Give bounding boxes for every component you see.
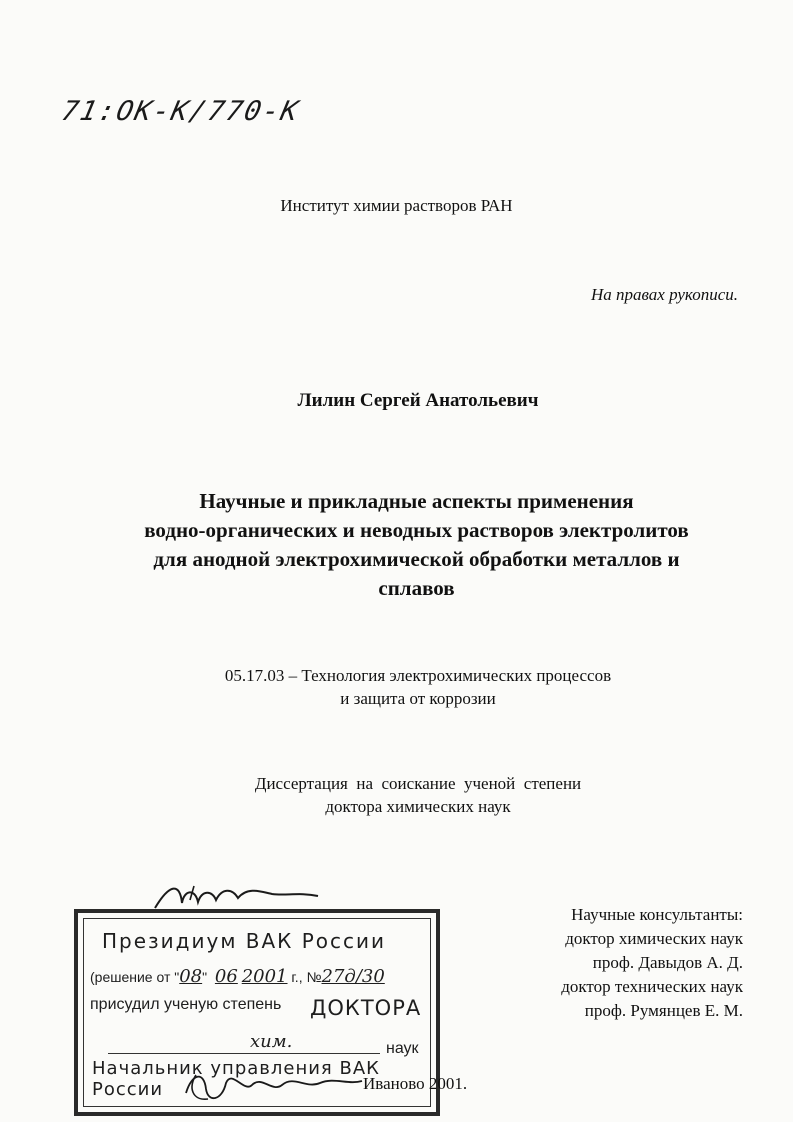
decision-month: 06 [214,966,238,987]
stamp-field-value: хим. [250,1031,293,1052]
consultants-heading: Научные консультанты: [571,905,743,924]
decision-day: 08 [179,966,203,987]
dissertation-title [60,487,773,603]
title-line: Научные и прикладные аспекты применения [199,489,634,513]
decision-year: 2001 [241,966,288,987]
degree-line: Диссертация на соискание ученой степени [254,774,582,793]
title-line: для анодной электрохимической обработки металлов и [153,547,680,571]
degree-statement [0,772,793,818]
title-line: водно-органических и неводных растворов электролитов [144,518,689,542]
consultant-degree: доктор технических наук [561,977,743,996]
specialty [0,664,793,710]
scientific-consultants [561,903,743,1023]
handwritten-archive-code: 71:ОК-К/770-К [58,96,303,127]
consultant-degree: доктор химических наук [565,929,743,948]
author-name: Лилин Сергей Анатольевич [297,390,539,411]
stamp-title: Президиум ВАК России [102,929,387,953]
decision-number: 27д/30 [321,966,385,987]
stamp-degree: ДОКТОРА [310,996,422,1020]
decision-prefix: (решение от " [90,969,180,985]
title-line: сплавов [378,576,455,600]
stamp-decision-line [90,966,385,987]
consultant-name: проф. Давыдов А. Д. [592,953,743,972]
stamp-field-underline [108,1053,380,1054]
city-year: Иваново 2001. [363,1074,468,1093]
decision-mid: " [202,969,208,985]
stamp-field-suffix: наук [386,1040,419,1057]
stamp-head-label: Начальник управления ВАК России [92,1058,380,1100]
degree-line: доктора химических наук [325,797,511,816]
stamp-awarded-label: присудил ученую степень [90,996,282,1013]
specialty-line: 05.17.03 – Технология электрохимических процессов [224,666,612,685]
decision-number-label: г., № [291,969,322,985]
official-signature [178,1063,368,1108]
consultant-name: проф. Румянцев Е. М. [584,1001,743,1020]
specialty-line: и защита от коррозии [340,689,496,708]
institute-name: Институт химии растворов РАН [280,196,513,215]
rights-note: На правах рукописи. [590,285,738,304]
